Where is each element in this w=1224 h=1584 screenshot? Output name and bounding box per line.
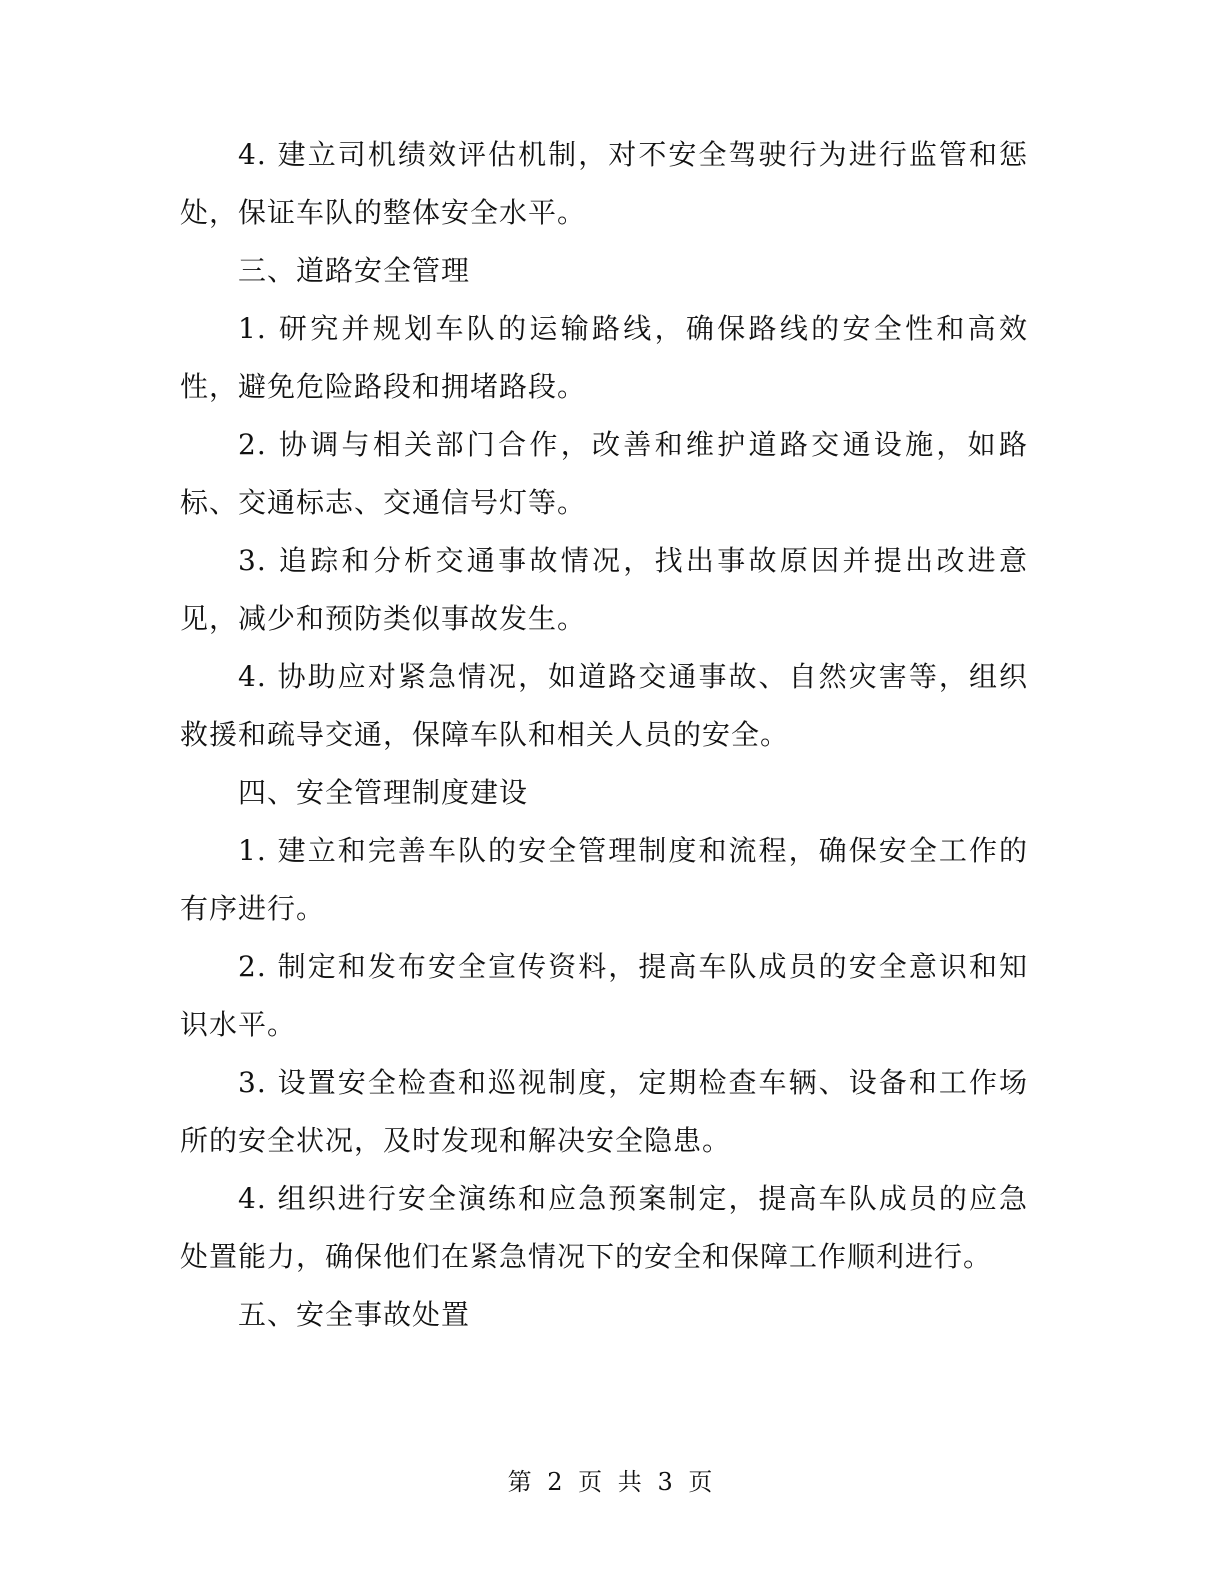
paragraph: 1. 建立和完善车队的安全管理制度和流程，确保安全工作的有序进行。 <box>180 834 1028 925</box>
paragraph: 2. 协调与相关部门合作，改善和维护道路交通设施，如路标、交通标志、交通信号灯等。 <box>180 428 1028 519</box>
paragraph: 2. 制定和发布安全宣传资料，提高车队成员的安全意识和知识水平。 <box>180 950 1028 1041</box>
paragraph: 4. 组织进行安全演练和应急预案制定，提高车队成员的应急处置能力，确保他们在紧急情况下的安全和保障工作顺利进行。 <box>180 1182 1028 1273</box>
paragraph: 3. 设置安全检查和巡视制度，定期检查车辆、设备和工作场所的安全状况，及时发现和解决安全隐患。 <box>180 1066 1028 1157</box>
page-number-footer: 第 2 页 共 3 页 <box>507 1468 717 1496</box>
paragraph: 4. 建立司机绩效评估机制，对不安全驾驶行为进行监管和惩处，保证车队的整体安全水平。 <box>180 138 1028 229</box>
section-heading: 四、安全管理制度建设 <box>238 776 529 809</box>
section-heading: 五、安全事故处置 <box>238 1298 471 1331</box>
paragraph: 3. 追踪和分析交通事故情况，找出事故原因并提出改进意见，减少和预防类似事故发生。 <box>180 544 1028 635</box>
document-body <box>180 126 1028 1344</box>
section-heading: 三、道路安全管理 <box>238 254 471 287</box>
paragraph: 1. 研究并规划车队的运输路线，确保路线的安全性和高效性，避免危险路段和拥堵路段。 <box>180 312 1028 403</box>
paragraph: 4. 协助应对紧急情况，如道路交通事故、自然灾害等，组织救援和疏导交通，保障车队和相关人员的安全。 <box>180 660 1028 751</box>
